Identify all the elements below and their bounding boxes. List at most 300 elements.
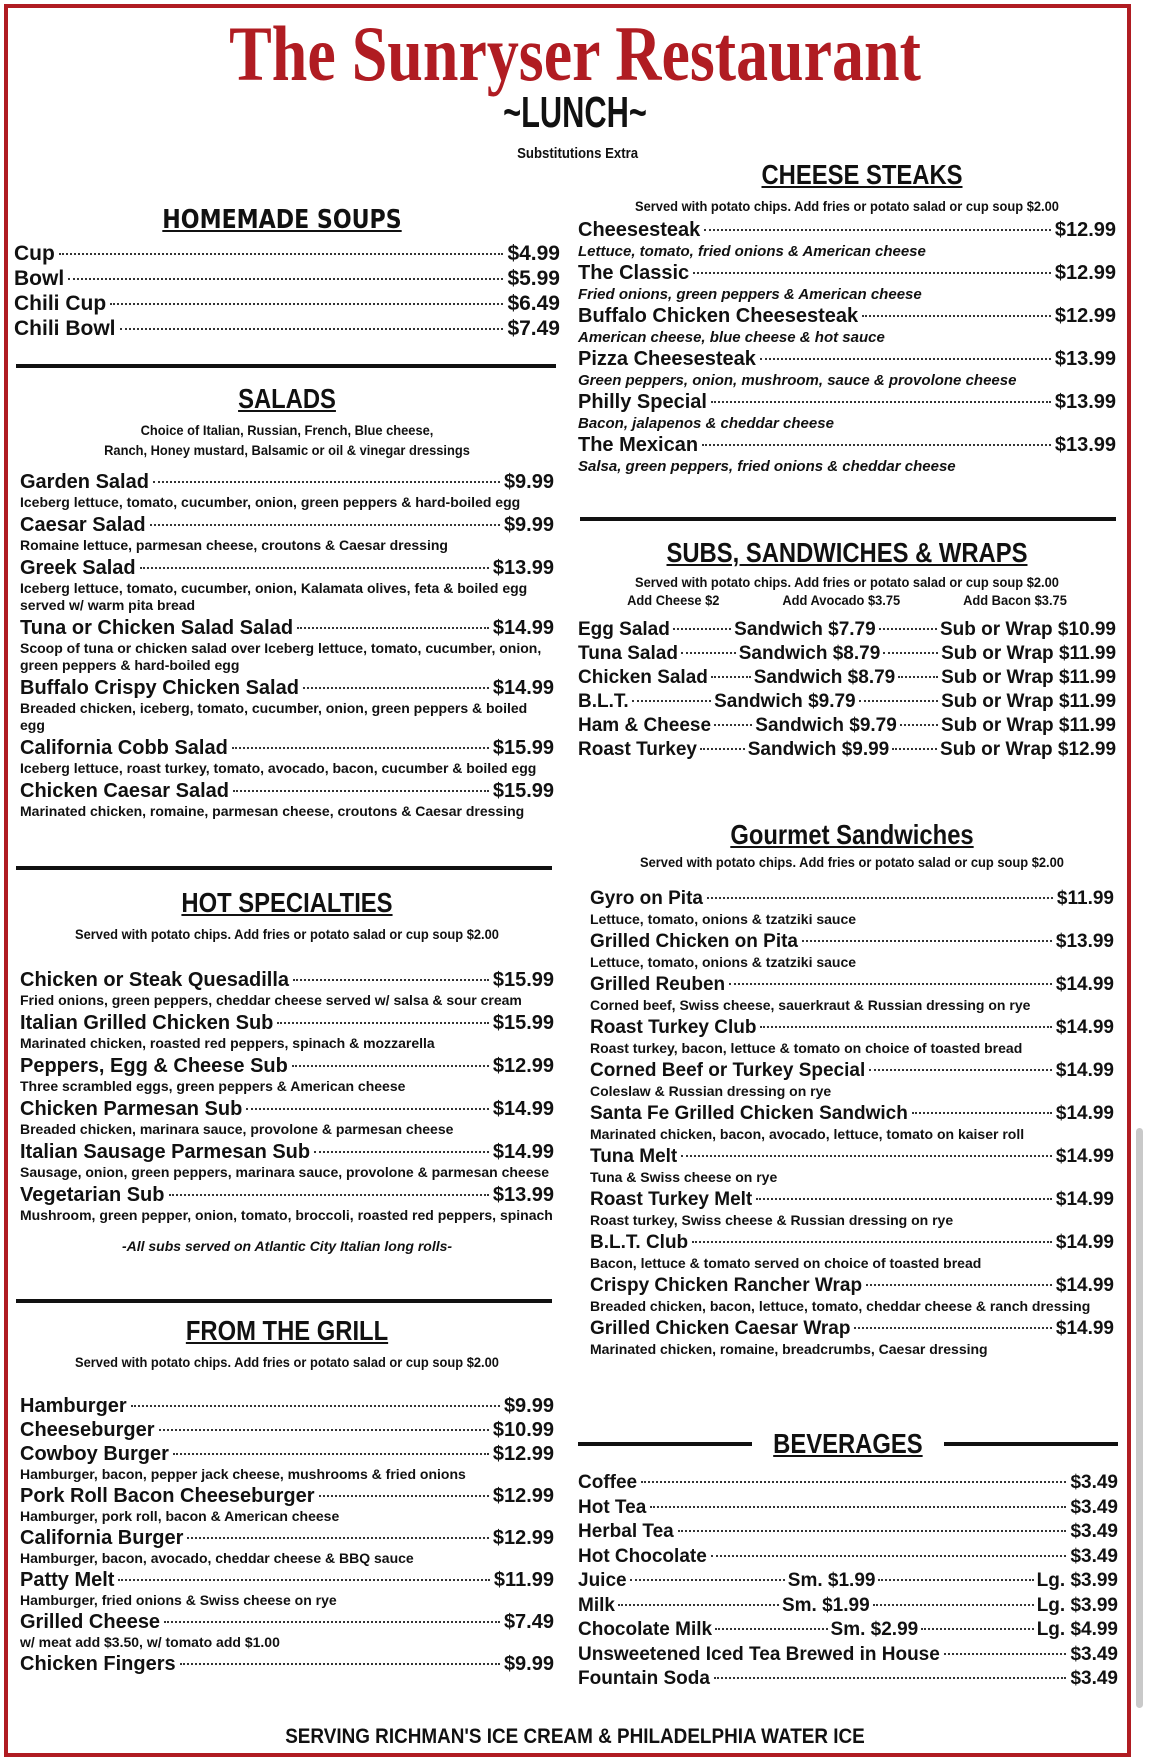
menu-item-row (578, 390, 1116, 415)
item-name: Corned Beef or Turkey Special (590, 1060, 866, 1081)
item-price: $12.99 (492, 1443, 554, 1465)
dot-leader (866, 1284, 1052, 1286)
item-name: Hamburger (20, 1395, 127, 1417)
dot-leader (246, 1108, 489, 1110)
divider (944, 1442, 1118, 1446)
subs-section (578, 536, 1116, 762)
item-name: B.L.T. Club (590, 1232, 689, 1253)
item-price: $13.99 (1054, 434, 1116, 456)
item-description: Coleslaw & Russian dressing on rye (590, 1083, 832, 1099)
menu-item-row (590, 929, 1114, 954)
item-name: Patty Melt (20, 1569, 115, 1591)
sandwich-row (578, 618, 1116, 642)
item-name: Italian Sausage Parmesan Sub (20, 1141, 311, 1163)
dot-leader (681, 652, 736, 654)
item-name: The Classic (578, 262, 690, 284)
dot-leader (277, 1022, 488, 1024)
item-name: Cup (14, 242, 55, 265)
item-name: The Mexican (578, 434, 699, 456)
dot-leader (714, 1677, 1067, 1679)
menu-item-row (590, 1058, 1114, 1083)
dot-leader (180, 1663, 500, 1665)
item-name: Cheesesteak (578, 219, 701, 241)
sandwich-price: Sandwich $9.79 (714, 691, 856, 712)
menu-item-row (578, 261, 1116, 286)
menu-item-row (590, 1316, 1114, 1341)
dot-leader (704, 229, 1051, 231)
menu-item-row (590, 1230, 1114, 1255)
beverage-sized-row (578, 1594, 1118, 1619)
item-name: Caesar Salad (20, 514, 146, 536)
dot-leader (632, 700, 711, 702)
item-name: California Burger (20, 1527, 184, 1549)
item-name: Egg Salad (578, 619, 670, 640)
item-price: $12.99 (492, 1527, 554, 1549)
item-price: $9.99 (503, 471, 554, 493)
dot-leader (921, 1628, 1033, 1630)
item-name: Santa Fe Grilled Chicken Sandwich (590, 1103, 908, 1124)
dot-leader (711, 676, 751, 678)
item-description: American cheese, blue cheese & hot sauce (578, 329, 885, 346)
item-description: Lettuce, tomato, onions & tzatziki sauce (590, 911, 857, 927)
item-name: Fountain Soda (578, 1668, 710, 1689)
item-price: $3.49 (1070, 1521, 1118, 1542)
item-price: $15.99 (492, 780, 554, 802)
item-description: Scoop of tuna or chicken salad over Iceberg lettuce, tomato, cucumber, onion, green peppers & hard-boiled egg (20, 640, 542, 673)
item-name: Tuna Salad (578, 643, 678, 664)
sandwich-row (578, 738, 1116, 762)
small-price: Sm. $1.99 (781, 1594, 870, 1616)
divider (16, 1299, 552, 1303)
item-price: $15.99 (492, 1012, 554, 1034)
dot-leader (711, 401, 1051, 403)
dot-leader (878, 1579, 1033, 1581)
menu-item-row (20, 556, 554, 580)
menu-subtitle: ~LUNCH~ (503, 88, 647, 137)
footer-note: SERVING RICHMAN'S ICE CREAM & PHILADELPHIA WATER ICE (285, 1725, 865, 1748)
item-description: Hamburger, bacon, pepper jack cheese, mushrooms & fried onions (20, 1466, 466, 1482)
dot-leader (131, 1405, 500, 1407)
salads-section (20, 382, 554, 822)
item-name: Gyro on Pita (590, 888, 703, 909)
item-description: w/ meat add $3.50, w/ tomato add $1.00 (20, 1634, 280, 1650)
item-description: Hamburger, fried onions & Swiss cheese on rye (20, 1592, 337, 1608)
item-name: Greek Salad (20, 557, 136, 579)
item-description: Fried onions, green peppers & American cheese (578, 286, 922, 303)
grill-note: Served with potato chips. Add fries or potato salad or cup soup $2.00 (75, 1354, 499, 1370)
menu-item-row (14, 316, 560, 341)
subs-note: Served with potato chips. Add fries or potato salad or cup soup $2.00 (635, 574, 1059, 590)
dot-leader (59, 253, 504, 255)
item-description: Green peppers, onion, mushroom, sauce & provolone cheese (578, 372, 1017, 389)
item-name: Grilled Reuben (590, 974, 726, 995)
menu-item-row (590, 1273, 1114, 1298)
item-name: Chicken or Steak Quesadilla (20, 969, 289, 991)
sub-wrap-price: Sub or Wrap $12.99 (940, 739, 1117, 760)
salads-note: Ranch, Honey mustard, Balsamic or oil & vinegar dressings (104, 442, 470, 458)
salads-heading: SALADS (238, 383, 336, 414)
sandwich-price: Sandwich $8.79 (738, 643, 881, 664)
item-price: $14.99 (1055, 1146, 1114, 1167)
subs-addons (600, 592, 1095, 608)
item-price: $12.99 (492, 1485, 554, 1507)
gourmet-section (590, 818, 1114, 1359)
item-description: Iceberg lettuce, roast turkey, tomato, avocado, bacon, cucumber & boiled egg (20, 760, 537, 776)
dot-leader (630, 1579, 785, 1581)
dot-leader (164, 1621, 500, 1623)
dot-leader (678, 1530, 1067, 1532)
soups-heading: HOMEMADE SOUPS (162, 205, 402, 235)
item-name: Milk (578, 1594, 615, 1616)
menu-item-row (20, 1140, 554, 1164)
item-price: $13.99 (1055, 931, 1114, 952)
item-description: Hamburger, bacon, avocado, cheddar cheese & BBQ sauce (20, 1550, 414, 1566)
sandwich-price: Sandwich $7.79 (734, 619, 876, 640)
item-price: $10.99 (492, 1419, 554, 1441)
item-price: $6.49 (507, 292, 560, 315)
item-name: Chicken Caesar Salad (20, 780, 229, 802)
sandwich-price: Sandwich $9.79 (755, 715, 897, 736)
dot-leader (118, 1579, 489, 1581)
beverages-section (578, 1427, 1118, 1692)
item-description: Bacon, jalapenos & cheddar cheese (578, 415, 834, 432)
item-description: Mushroom, green pepper, onion, tomato, broccoli, roasted red peppers, spinach (20, 1207, 553, 1223)
item-name: Buffalo Chicken Cheesesteak (578, 305, 859, 327)
item-price: $12.99 (1054, 219, 1116, 241)
item-description: Breaded chicken, marinara sauce, provolone & parmesan cheese (20, 1121, 454, 1137)
item-name: Chicken Salad (578, 667, 708, 688)
gourmet-note: Served with potato chips. Add fries or potato salad or cup soup $2.00 (640, 854, 1064, 870)
menu-item-row (20, 1484, 554, 1508)
menu-item-row (578, 433, 1116, 458)
dot-leader (944, 1653, 1067, 1655)
sub-wrap-price: Sub or Wrap $11.99 (941, 667, 1117, 688)
item-price: $14.99 (492, 1098, 554, 1120)
addon-bacon: Add Bacon $3.75 (963, 592, 1067, 608)
item-price: $14.99 (1055, 1060, 1114, 1081)
dot-leader (673, 628, 731, 630)
item-name: Pork Roll Bacon Cheeseburger (20, 1485, 315, 1507)
item-description: Corned beef, Swiss cheese, sauerkraut & Russian dressing on rye (590, 997, 1031, 1013)
menu-item-row (20, 736, 554, 760)
item-name: Roast Turkey Club (590, 1017, 757, 1038)
item-description: Marinated chicken, romaine, breadcrumbs, Caesar dressing (590, 1341, 988, 1357)
item-name: Tuna Melt (590, 1146, 678, 1167)
soups-section (14, 203, 560, 341)
menu-item-row (590, 1015, 1114, 1040)
large-price: Lg. $3.99 (1036, 1570, 1118, 1591)
item-name: Coffee (578, 1472, 638, 1493)
menu-item-row (20, 1097, 554, 1121)
sub-wrap-price: Sub or Wrap $11.99 (941, 715, 1116, 736)
dot-leader (912, 1112, 1052, 1114)
menu-item-row (14, 266, 560, 291)
dot-leader (707, 897, 1053, 899)
dot-leader (883, 652, 938, 654)
item-description: Salsa, green peppers, fried onions & cheddar cheese (578, 458, 956, 475)
item-description: Fried onions, green peppers, cheddar cheese served w/ salsa & sour cream (20, 992, 522, 1008)
item-name: Unsweetened Iced Tea Brewed in House (578, 1643, 940, 1665)
item-name: Cowboy Burger (20, 1443, 169, 1465)
item-price: $15.99 (492, 737, 554, 759)
item-price: $12.99 (1054, 262, 1116, 284)
dot-leader (702, 444, 1051, 446)
item-name: Chili Cup (14, 292, 107, 315)
dot-leader (760, 1026, 1051, 1028)
menu-item-row (578, 1520, 1118, 1545)
item-description: Sausage, onion, green peppers, marinara sauce, provolone & parmesan cheese (20, 1164, 550, 1180)
beverages-header (578, 1427, 1118, 1461)
sub-wrap-price: Sub or Wrap $11.99 (941, 643, 1117, 664)
dot-leader (150, 524, 500, 526)
dot-leader (303, 687, 489, 689)
item-price: $3.49 (1070, 1472, 1118, 1493)
item-description: Iceberg lettuce, tomato, cucumber, onion, green peppers & hard-boiled egg (20, 494, 521, 510)
menu-item-row (590, 886, 1114, 911)
salads-note: Choice of Italian, Russian, French, Blue cheese, (140, 422, 434, 438)
dot-leader (159, 1429, 489, 1431)
item-description: Marinated chicken, romaine, parmesan cheese, croutons & Caesar dressing (20, 803, 525, 819)
item-name: Italian Grilled Chicken Sub (20, 1012, 274, 1034)
dot-leader (879, 628, 937, 630)
menu-item-row (20, 616, 554, 640)
item-price: $14.99 (1055, 1103, 1114, 1124)
dot-leader (173, 1453, 489, 1455)
menu-item-row (14, 241, 560, 266)
menu-item-row (20, 1418, 554, 1442)
beverage-sized-row (578, 1618, 1118, 1643)
menu-item-row (590, 1144, 1114, 1169)
item-name: Grilled Cheese (20, 1611, 161, 1633)
dot-leader (693, 272, 1051, 274)
dot-leader (715, 1628, 827, 1630)
item-name: Hot Chocolate (578, 1545, 707, 1567)
item-name: Grilled Chicken on Pita (590, 931, 798, 952)
cheesesteaks-note: Served with potato chips. Add fries or potato salad or cup soup $2.00 (635, 198, 1059, 214)
menu-item-row (20, 1394, 554, 1418)
dot-leader (802, 940, 1052, 942)
sandwich-row (578, 690, 1116, 714)
dot-leader (314, 1151, 489, 1153)
item-price: $3.49 (1070, 1643, 1118, 1665)
item-description: Hamburger, pork roll, bacon & American cheese (20, 1508, 340, 1524)
menu-item-row (590, 1187, 1114, 1212)
item-price: $3.49 (1070, 1668, 1118, 1689)
item-name: Peppers, Egg & Cheese Sub (20, 1055, 288, 1077)
item-name: Ham & Cheese (578, 715, 712, 736)
menu-item-row (14, 291, 560, 316)
menu-item-row (578, 1643, 1118, 1668)
item-name: Bowl (14, 267, 65, 290)
item-price: $14.99 (1055, 974, 1114, 995)
item-price: $14.99 (492, 617, 554, 639)
menu-item-row (20, 1183, 554, 1207)
dot-leader (110, 303, 503, 305)
item-price: $5.99 (507, 267, 560, 290)
item-name: Garden Salad (20, 471, 149, 493)
dot-leader (232, 747, 489, 749)
item-description: Romaine lettuce, parmesan cheese, croutons & Caesar dressing (20, 537, 448, 553)
divider (16, 364, 556, 368)
dot-leader (711, 1555, 1067, 1557)
sandwich-row (578, 666, 1116, 690)
dot-leader (854, 1327, 1051, 1329)
dot-leader (187, 1537, 488, 1539)
dot-leader (873, 1604, 1034, 1606)
sandwich-price: Sandwich $8.79 (753, 667, 896, 688)
dot-leader (892, 748, 937, 750)
dot-leader (293, 979, 489, 981)
small-price: Sm. $1.99 (787, 1570, 876, 1591)
menu-item-row (20, 1526, 554, 1550)
item-name: Cheeseburger (20, 1419, 155, 1441)
dot-leader (153, 481, 500, 483)
grill-heading: FROM THE GRILL (185, 1315, 389, 1346)
menu-item-row (20, 1011, 554, 1035)
large-price: Lg. $3.99 (1036, 1594, 1119, 1616)
dot-leader (292, 1065, 489, 1067)
menu-item-row (20, 470, 554, 494)
dot-leader (692, 1241, 1052, 1243)
divider (16, 866, 552, 870)
menu-item-row (20, 513, 554, 537)
dot-leader (729, 983, 1052, 985)
item-name: Chicken Parmesan Sub (20, 1098, 243, 1120)
menu-item-row (20, 676, 554, 700)
item-price: $14.99 (492, 677, 554, 699)
restaurant-title: The Sunryser Restaurant (229, 10, 921, 97)
substitutions-note: Substitutions Extra (517, 145, 639, 162)
menu-item-row (578, 218, 1116, 243)
menu-item-row (20, 1652, 554, 1676)
scrollbar[interactable] (1136, 1128, 1143, 1708)
menu-item-row (20, 1442, 554, 1466)
item-description: Roast turkey, bacon, lettuce & tomato on choice of toasted bread (590, 1040, 1023, 1056)
item-price: $9.99 (503, 1653, 554, 1675)
item-description: Lettuce, tomato, fried onions & American cheese (578, 243, 926, 260)
item-price: $9.99 (503, 514, 554, 536)
item-name: Pizza Cheesesteak (578, 348, 756, 370)
item-price: $11.99 (1056, 888, 1114, 909)
item-price: $11.99 (493, 1569, 554, 1591)
menu-item-row (578, 1667, 1118, 1692)
item-price: $13.99 (1054, 391, 1116, 413)
item-name: Vegetarian Sub (20, 1184, 165, 1206)
item-description: Iceberg lettuce, tomato, cucumber, onion, Kalamata olives, feta & boiled egg served w/ warm pita bread (20, 580, 528, 613)
menu-item-row (578, 1545, 1118, 1570)
menu-item-row (20, 968, 554, 992)
dot-leader (898, 676, 938, 678)
item-price: $14.99 (1055, 1017, 1114, 1038)
divider (580, 517, 1116, 521)
item-name: Chocolate Milk (578, 1619, 713, 1640)
subs-heading: SUBS, SANDWICHES & WRAPS (666, 537, 1028, 568)
dot-leader (859, 700, 938, 702)
item-name: California Cobb Salad (20, 737, 228, 759)
hot-note: Served with potato chips. Add fries or potato salad or cup soup $2.00 (75, 926, 499, 942)
menu-item-row (590, 972, 1114, 997)
beverages-heading: BEVERAGES (773, 1428, 923, 1459)
dot-leader (641, 1481, 1066, 1483)
item-price: $3.49 (1070, 1496, 1118, 1518)
grill-section (20, 1314, 554, 1676)
sub-wrap-price: Sub or Wrap $10.99 (940, 619, 1116, 640)
item-name: Tuna or Chicken Salad Salad (20, 617, 294, 639)
dot-leader (862, 315, 1051, 317)
item-price: $12.99 (492, 1055, 554, 1077)
menu-item-row (578, 1496, 1118, 1521)
subs-footnote: -All subs served on Atlantic City Italian long rolls- (121, 1238, 453, 1254)
dot-leader (297, 627, 489, 629)
cheesesteaks-heading: CHEESE STEAKS (761, 159, 963, 190)
item-description: Tuna & Swiss cheese on rye (590, 1169, 778, 1185)
item-price: $7.49 (507, 317, 560, 340)
menu-item-row (20, 1054, 554, 1078)
item-description: Marinated chicken, bacon, avocado, lettuce, tomato on kaiser roll (590, 1126, 1025, 1142)
dot-leader (140, 567, 489, 569)
dot-leader (900, 724, 938, 726)
item-description: Marinated chicken, roasted red peppers, spinach & mozzarella (20, 1035, 435, 1051)
large-price: Lg. $4.99 (1036, 1619, 1119, 1640)
item-price: $13.99 (1054, 348, 1116, 370)
item-price: $4.99 (507, 242, 560, 265)
item-name: Buffalo Crispy Chicken Salad (20, 677, 299, 699)
dot-leader (869, 1069, 1052, 1071)
dot-leader (650, 1506, 1066, 1508)
item-price: $14.99 (1055, 1318, 1114, 1339)
item-name: B.L.T. (578, 691, 629, 712)
divider (578, 1442, 752, 1446)
item-description: Breaded chicken, bacon, lettuce, tomato, cheddar cheese & ranch dressing (590, 1298, 1091, 1314)
item-name: Roast Turkey (578, 739, 697, 760)
item-price: $14.99 (1055, 1275, 1114, 1296)
item-price: $14.99 (492, 1141, 554, 1163)
item-name: Chicken Fingers (20, 1653, 176, 1675)
item-price: $13.99 (492, 557, 554, 579)
dot-leader (681, 1155, 1052, 1157)
item-name: Herbal Tea (578, 1521, 674, 1542)
item-description: Bacon, lettuce & tomato served on choice of toasted bread (590, 1255, 982, 1271)
item-name: Grilled Chicken Caesar Wrap (590, 1318, 851, 1339)
beverage-sized-row (578, 1569, 1118, 1594)
item-description: Three scrambled eggs, green peppers & American cheese (20, 1078, 406, 1094)
hot-heading: HOT SPECIALTIES (181, 887, 393, 918)
gourmet-heading: Gourmet Sandwiches (730, 819, 974, 850)
dot-leader (714, 724, 752, 726)
dot-leader (319, 1495, 489, 1497)
item-name: Chili Bowl (14, 317, 116, 340)
dot-leader (120, 328, 504, 330)
dot-leader (169, 1194, 489, 1196)
item-description: Breaded chicken, iceberg, tomato, cucumber, onion, green peppers & boiled egg (20, 700, 528, 733)
sandwich-row (578, 642, 1116, 666)
menu-item-row (578, 347, 1116, 372)
item-price: $9.99 (503, 1395, 554, 1417)
sub-wrap-price: Sub or Wrap $11.99 (941, 691, 1117, 712)
dot-leader (760, 358, 1051, 360)
item-name: Juice (578, 1570, 627, 1591)
menu-item-row (590, 1101, 1114, 1126)
menu-item-row (20, 1610, 554, 1634)
menu-item-row (20, 1568, 554, 1592)
dot-leader (233, 790, 489, 792)
small-price: Sm. $2.99 (830, 1619, 919, 1640)
item-price: $7.49 (503, 1611, 554, 1633)
addon-avocado: Add Avocado $3.75 (782, 592, 901, 608)
dot-leader (618, 1604, 779, 1606)
item-price: $13.99 (492, 1184, 554, 1206)
item-price: $3.49 (1070, 1545, 1118, 1567)
